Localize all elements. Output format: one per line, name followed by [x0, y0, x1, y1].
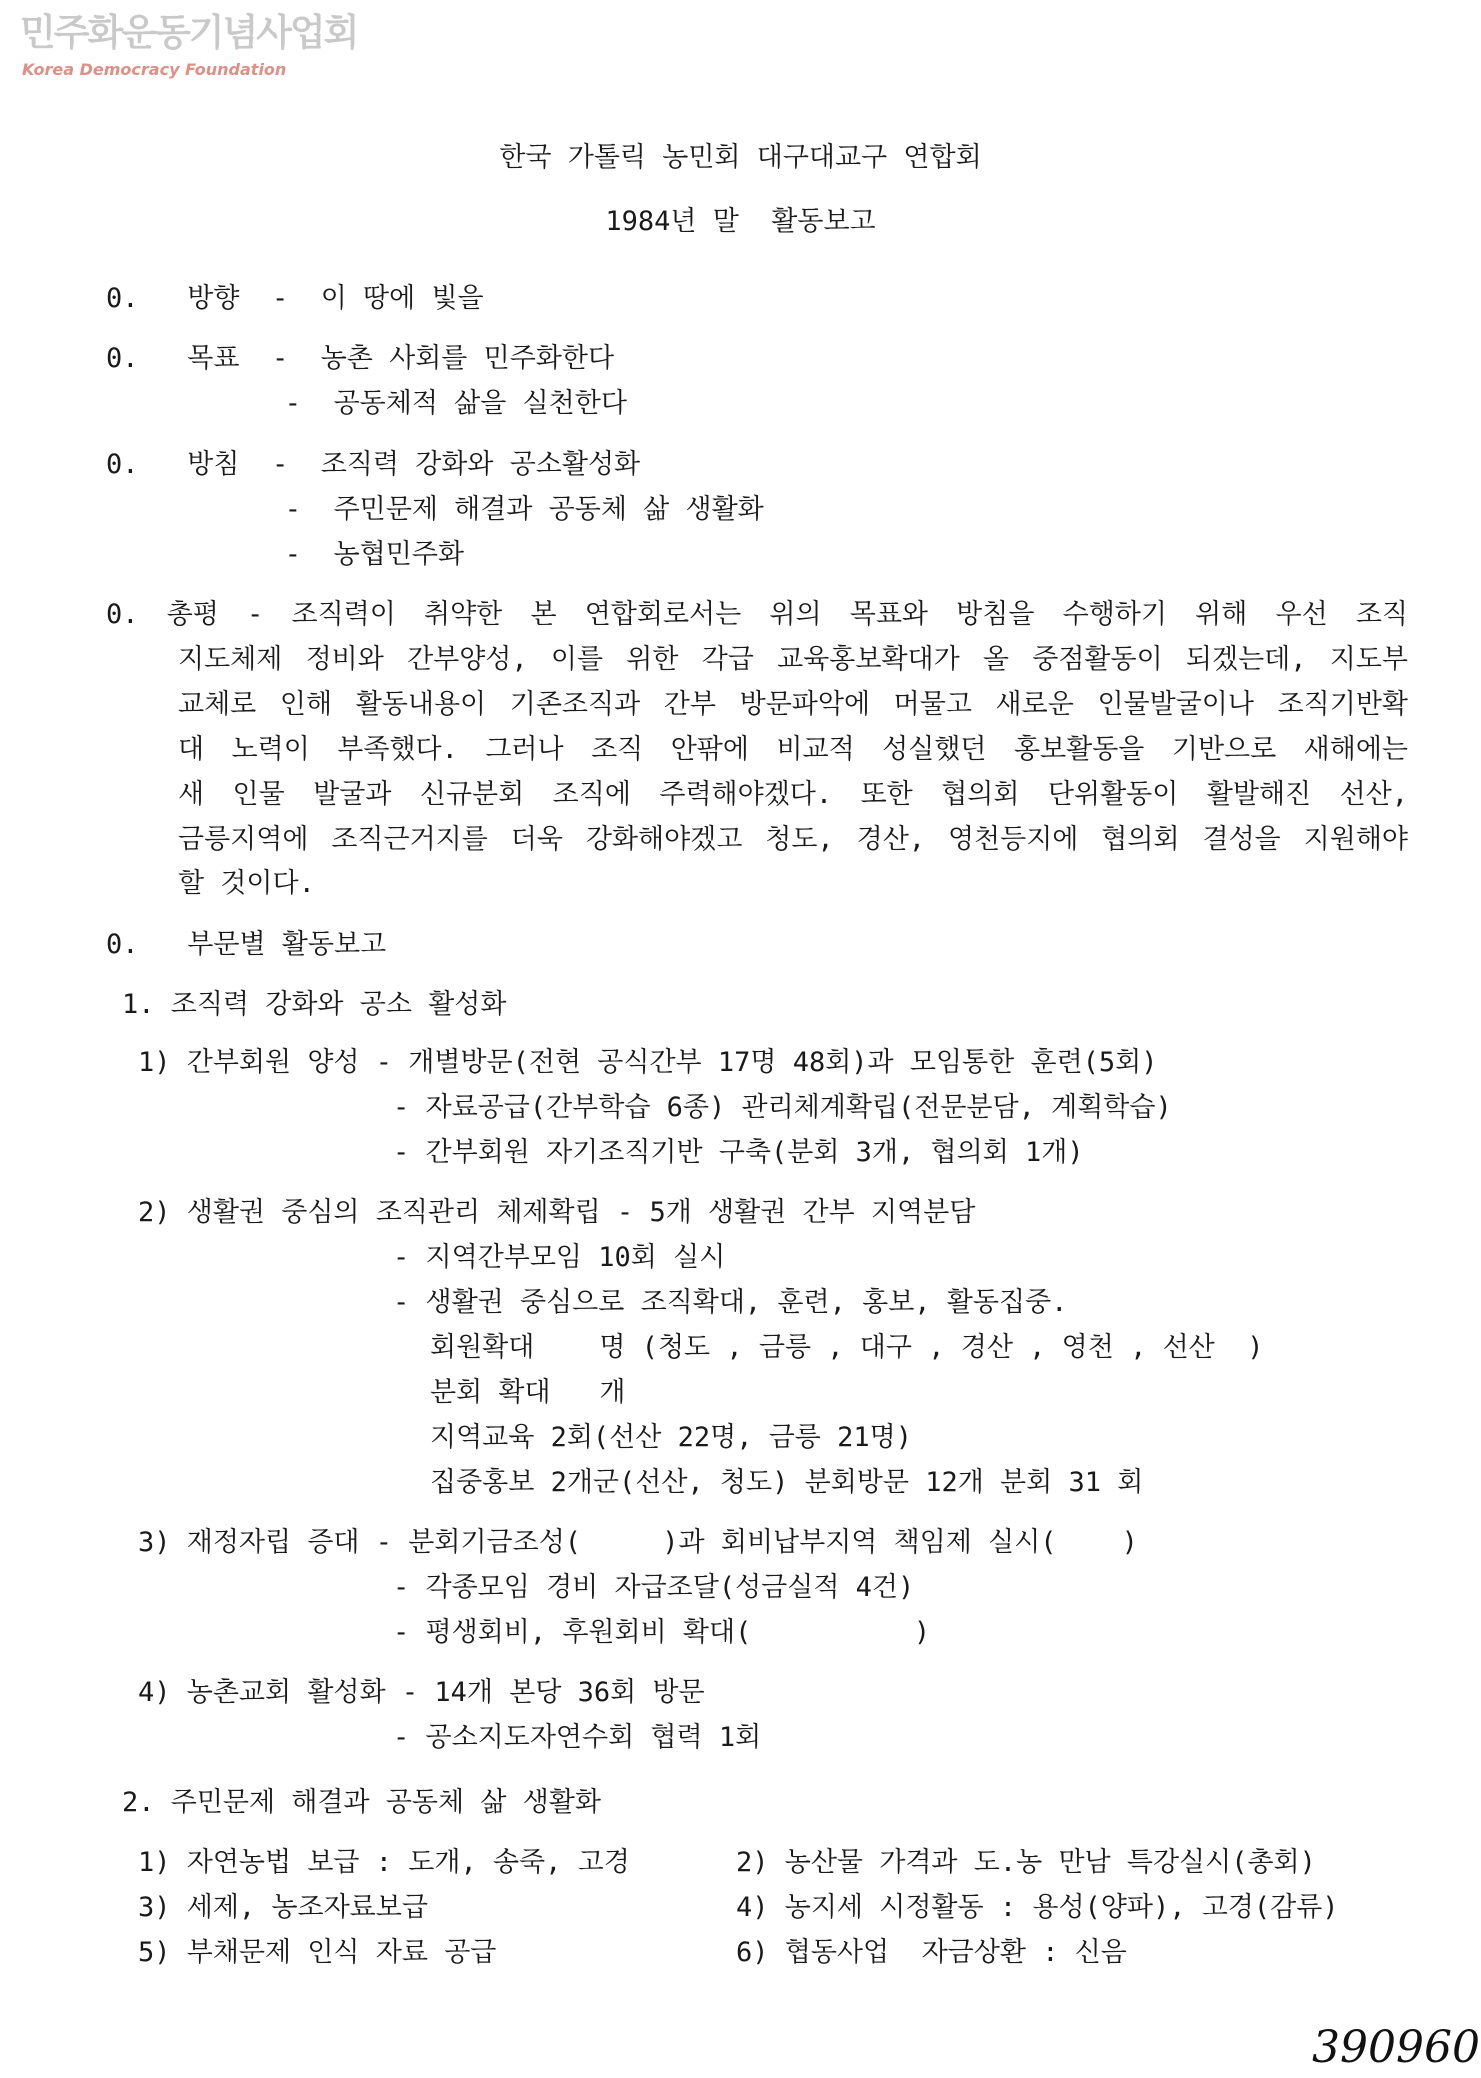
policy-line-3: - 농협민주화 — [106, 539, 464, 570]
item-2-5: 5) 부채문제 인식 자료 공급 — [138, 1937, 497, 1968]
item-2-6: 6) 협동사업 자금상환 : 신음 — [736, 1937, 1127, 1968]
policy-line-1: 0. 방침 - 조직력 강화와 공소활성화 — [106, 449, 641, 480]
review-line-3: 교체로 인해 활동내용이 기존조직과 간부 방문파악에 머물고 새로운 인물발굴이나 조직기반확 — [178, 689, 1408, 720]
part-1-heading: 1. 조직력 강화와 공소 활성화 — [122, 989, 507, 1020]
goal-line-2: - 공동체적 삶을 실천한다 — [106, 388, 627, 419]
review-line-7: 할 것이다. — [178, 868, 315, 899]
item-1-1-sub-2: - 간부회원 자기조직기반 구축(분회 3개, 협의회 1개) — [393, 1137, 1084, 1168]
item-1-2-sub-1: - 지역간부모임 10회 실시 — [393, 1242, 726, 1273]
item-1-2: 2) 생활권 중심의 조직관리 체제확립 - 5개 생활권 간부 지역분담 — [138, 1197, 976, 1228]
review-line-5: 새 인물 발굴과 신규분회 조직에 주력해야겠다. 또한 협의회 단위활동이 활발해진 선산, — [178, 779, 1408, 810]
item-2-2: 2) 농산물 가격과 도.농 만남 특강실시(총회) — [736, 1847, 1316, 1878]
handwritten-page-number: 390960 — [1312, 2022, 1480, 2073]
review-line-6: 금릉지역에 조직근거지를 더욱 강화해야겠고 청도, 경산, 영천등지에 협의회 결성을 지원해야 — [178, 824, 1408, 855]
item-2-4: 4) 농지세 시정활동 : 용성(양파), 고경(감류) — [736, 1892, 1339, 1923]
document-title: 한국 가톨릭 농민회 대구대교구 연합회 — [499, 142, 982, 173]
direction-line: 0. 방향 - 이 땅에 빛을 — [106, 283, 484, 314]
item-1-4-sub-1: - 공소지도자연수회 협력 1회 — [393, 1722, 762, 1753]
item-1-2-sub-2: - 생활권 중심으로 조직확대, 훈련, 홍보, 활동집중. — [393, 1287, 1068, 1318]
item-1-2-detail-4: 집중홍보 2개군(선산, 청도) 분회방문 12개 분회 31 회 — [430, 1467, 1144, 1498]
review-line-4: 대 노력이 부족했다. 그러나 조직 안팎에 비교적 성실했던 홍보활동을 기반으로 새해에는 — [178, 734, 1408, 765]
review-line-2: 지도체제 정비와 간부양성, 이를 위한 각급 교육홍보확대가 올 중점활동이 되겠는데, 지도부 — [178, 644, 1408, 675]
item-1-2-detail-2: 분회 확대 개 — [430, 1377, 626, 1408]
goal-line-1: 0. 목표 - 농촌 사회를 민주화한다 — [106, 343, 615, 374]
policy-line-2: - 주민문제 해결과 공동체 삶 생활화 — [106, 494, 764, 525]
review-line-1: 0. 총평 - 조직력이 취약한 본 연합회로서는 위의 목표와 방침을 수행하기 위해 우선 조직 — [106, 599, 1408, 630]
item-2-1: 1) 자연농법 보급 : 도개, 송죽, 고경 — [138, 1847, 630, 1878]
item-1-3: 3) 재정자립 증대 - 분회기금조성( )과 회비납부지역 책임제 실시( ) — [138, 1527, 1138, 1558]
document-subtitle: 1984년 말 활동보고 — [605, 206, 876, 237]
item-1-2-detail-1: 회원확대 명 (청도 , 금릉 , 대구 , 경산 , 영천 , 선산 ) — [430, 1332, 1264, 1363]
section-heading: 0. 부문별 활동보고 — [106, 929, 387, 960]
watermark-english: Korea Democracy Foundation — [22, 60, 287, 79]
item-1-4: 4) 농촌교회 활성화 - 14개 본당 36회 방문 — [138, 1677, 705, 1708]
watermark-korean: 민주화운동기념사업회 — [20, 11, 358, 54]
item-2-3: 3) 세제, 농조자료보급 — [138, 1892, 428, 1923]
item-1-3-sub-1: - 각종모임 경비 자급조달(성금실적 4건) — [393, 1572, 915, 1603]
part-2-heading: 2. 주민문제 해결과 공동체 삶 생활화 — [122, 1787, 601, 1818]
item-1-1-sub-1: - 자료공급(간부학습 6종) 관리체계확립(전문분담, 계획학습) — [393, 1092, 1172, 1123]
item-1-3-sub-2: - 평생회비, 후원회비 확대( ) — [393, 1617, 931, 1648]
item-1-1: 1) 간부회원 양성 - 개별방문(전현 공식간부 17명 48회)과 모임통한 훈련(5회) — [138, 1047, 1158, 1078]
item-1-2-detail-3: 지역교육 2회(선산 22명, 금릉 21명) — [430, 1422, 912, 1453]
